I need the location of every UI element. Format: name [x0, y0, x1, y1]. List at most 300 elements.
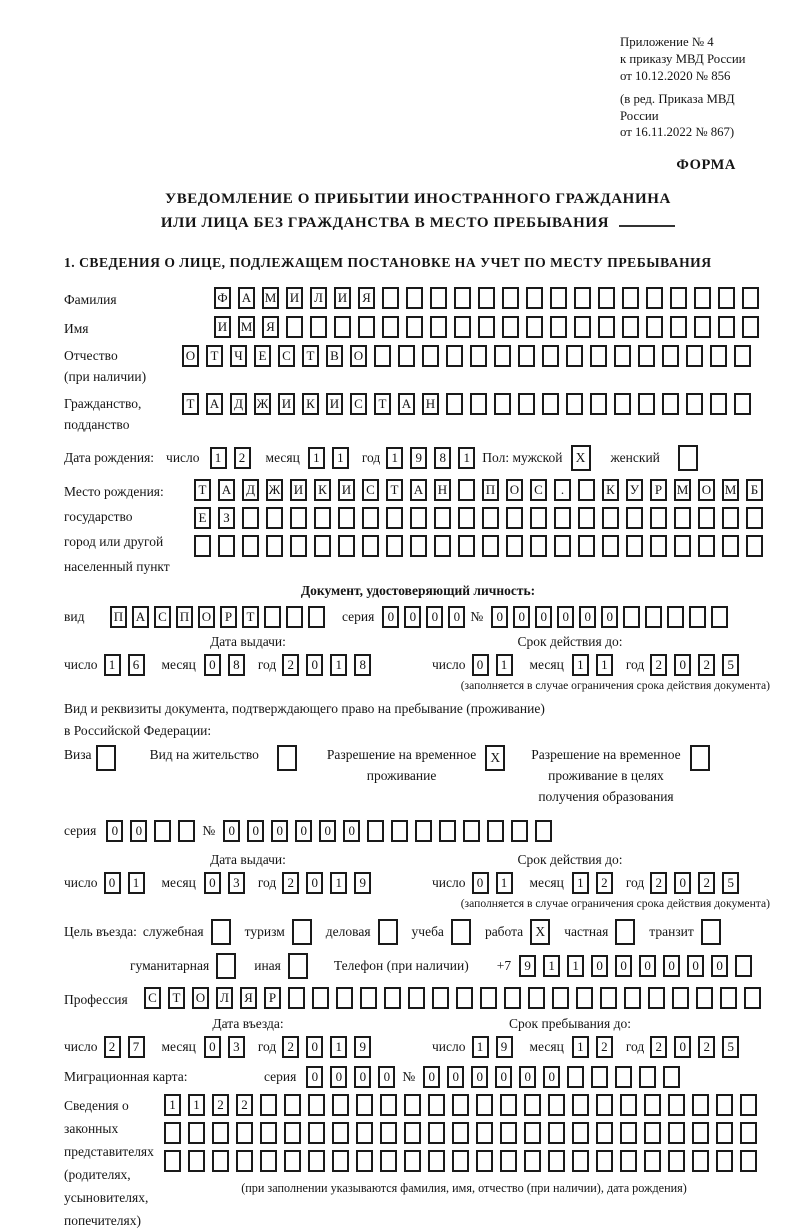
char-cell[interactable] [380, 1094, 397, 1116]
char-cell[interactable]: 0 [472, 872, 489, 894]
char-cell[interactable] [334, 316, 351, 338]
char-cell[interactable] [218, 535, 235, 557]
char-cell[interactable] [645, 606, 662, 628]
char-cell[interactable] [554, 507, 571, 529]
char-cell[interactable] [668, 1094, 685, 1116]
char-cell[interactable]: 5 [722, 1036, 739, 1058]
char-cell[interactable] [742, 316, 759, 338]
char-cell[interactable]: 0 [543, 1066, 560, 1088]
char-cell[interactable]: 1 [332, 447, 349, 469]
char-cell[interactable]: 0 [106, 820, 123, 842]
char-cell[interactable] [596, 1122, 613, 1144]
char-cell[interactable] [735, 955, 752, 977]
char-cell[interactable] [663, 1066, 680, 1088]
char-cell[interactable]: 0 [472, 654, 489, 676]
char-cell[interactable]: 9 [410, 447, 427, 469]
char-cell[interactable] [718, 287, 735, 309]
char-cell[interactable] [590, 345, 607, 367]
char-cell[interactable]: Б [746, 479, 763, 501]
char-cell[interactable] [526, 316, 543, 338]
char-cell[interactable] [338, 507, 355, 529]
char-cell[interactable]: 9 [519, 955, 536, 977]
char-cell[interactable] [548, 1150, 565, 1172]
char-cell[interactable] [620, 1150, 637, 1172]
sex-female-checkbox[interactable] [678, 445, 698, 471]
char-cell[interactable] [740, 1094, 757, 1116]
char-cell[interactable]: К [602, 479, 619, 501]
char-cell[interactable]: Т [206, 345, 223, 367]
char-cell[interactable]: 1 [496, 872, 513, 894]
char-cell[interactable] [624, 987, 641, 1009]
char-cell[interactable]: С [362, 479, 379, 501]
char-cell[interactable] [482, 507, 499, 529]
char-cell[interactable]: 5 [722, 872, 739, 894]
char-cell[interactable] [639, 1066, 656, 1088]
char-cell[interactable] [356, 1150, 373, 1172]
char-cell[interactable] [314, 535, 331, 557]
char-cell[interactable] [386, 507, 403, 529]
char-cell[interactable]: 0 [579, 606, 596, 628]
sex-male-checkbox[interactable]: X [571, 445, 591, 471]
purpose-business-checkbox[interactable] [211, 919, 231, 945]
char-cell[interactable] [502, 287, 519, 309]
char-cell[interactable] [308, 1150, 325, 1172]
char-cell[interactable]: 0 [491, 606, 508, 628]
char-cell[interactable]: Т [374, 393, 391, 415]
char-cell[interactable]: М [722, 479, 739, 501]
char-cell[interactable]: 1 [543, 955, 560, 977]
char-cell[interactable] [194, 535, 211, 557]
char-cell[interactable] [620, 1122, 637, 1144]
char-cell[interactable] [446, 393, 463, 415]
char-cell[interactable]: И [278, 393, 295, 415]
char-cell[interactable]: А [238, 287, 255, 309]
char-cell[interactable] [463, 820, 480, 842]
char-cell[interactable] [360, 987, 377, 1009]
char-cell[interactable] [591, 1066, 608, 1088]
char-cell[interactable] [212, 1122, 229, 1144]
char-cell[interactable]: 0 [687, 955, 704, 977]
char-cell[interactable] [722, 535, 739, 557]
char-cell[interactable]: 9 [496, 1036, 513, 1058]
char-cell[interactable]: А [206, 393, 223, 415]
char-cell[interactable] [742, 287, 759, 309]
char-cell[interactable] [667, 606, 684, 628]
char-cell[interactable] [620, 1094, 637, 1116]
char-cell[interactable] [188, 1150, 205, 1172]
char-cell[interactable] [482, 535, 499, 557]
char-cell[interactable] [154, 820, 171, 842]
char-cell[interactable]: 1 [164, 1094, 181, 1116]
char-cell[interactable] [662, 393, 679, 415]
char-cell[interactable]: 0 [663, 955, 680, 977]
char-cell[interactable] [672, 987, 689, 1009]
char-cell[interactable]: 0 [519, 1066, 536, 1088]
char-cell[interactable] [446, 345, 463, 367]
char-cell[interactable]: 1 [330, 872, 347, 894]
char-cell[interactable] [578, 535, 595, 557]
char-cell[interactable] [310, 316, 327, 338]
char-cell[interactable]: 0 [447, 1066, 464, 1088]
char-cell[interactable] [698, 507, 715, 529]
char-cell[interactable] [260, 1122, 277, 1144]
char-cell[interactable]: И [290, 479, 307, 501]
char-cell[interactable] [500, 1094, 517, 1116]
char-cell[interactable]: Л [310, 287, 327, 309]
char-cell[interactable] [694, 287, 711, 309]
char-cell[interactable] [626, 507, 643, 529]
char-cell[interactable] [480, 987, 497, 1009]
char-cell[interactable]: Я [358, 287, 375, 309]
char-cell[interactable]: 3 [228, 872, 245, 894]
char-cell[interactable] [686, 345, 703, 367]
char-cell[interactable] [710, 393, 727, 415]
char-cell[interactable]: 0 [204, 654, 221, 676]
char-cell[interactable] [500, 1122, 517, 1144]
char-cell[interactable] [622, 287, 639, 309]
char-cell[interactable] [550, 287, 567, 309]
char-cell[interactable] [535, 820, 552, 842]
char-cell[interactable] [506, 535, 523, 557]
char-cell[interactable] [415, 820, 432, 842]
char-cell[interactable]: О [350, 345, 367, 367]
purpose-humanitarian-checkbox[interactable] [216, 953, 236, 979]
char-cell[interactable] [572, 1150, 589, 1172]
char-cell[interactable] [542, 345, 559, 367]
char-cell[interactable] [380, 1122, 397, 1144]
char-cell[interactable]: Т [302, 345, 319, 367]
char-cell[interactable]: 1 [572, 872, 589, 894]
char-cell[interactable] [638, 345, 655, 367]
residence-permit-checkbox[interactable] [277, 745, 297, 771]
char-cell[interactable] [266, 535, 283, 557]
visa-checkbox[interactable] [96, 745, 116, 771]
char-cell[interactable]: Д [242, 479, 259, 501]
char-cell[interactable] [434, 535, 451, 557]
char-cell[interactable]: 0 [513, 606, 530, 628]
char-cell[interactable] [404, 1150, 421, 1172]
char-cell[interactable] [500, 1150, 517, 1172]
char-cell[interactable]: 2 [282, 654, 299, 676]
char-cell[interactable]: Т [168, 987, 185, 1009]
char-cell[interactable]: 0 [204, 872, 221, 894]
char-cell[interactable]: 1 [330, 654, 347, 676]
char-cell[interactable] [602, 535, 619, 557]
char-cell[interactable] [524, 1122, 541, 1144]
char-cell[interactable]: Ч [230, 345, 247, 367]
char-cell[interactable] [530, 507, 547, 529]
char-cell[interactable] [650, 535, 667, 557]
char-cell[interactable] [308, 606, 325, 628]
char-cell[interactable] [670, 316, 687, 338]
purpose-tourism-checkbox[interactable] [292, 919, 312, 945]
char-cell[interactable] [476, 1094, 493, 1116]
char-cell[interactable] [362, 507, 379, 529]
char-cell[interactable] [290, 535, 307, 557]
char-cell[interactable]: 0 [330, 1066, 347, 1088]
char-cell[interactable] [382, 316, 399, 338]
char-cell[interactable] [260, 1150, 277, 1172]
char-cell[interactable] [596, 1094, 613, 1116]
char-cell[interactable]: Е [194, 507, 211, 529]
char-cell[interactable]: 0 [674, 872, 691, 894]
char-cell[interactable]: 0 [204, 1036, 221, 1058]
char-cell[interactable] [384, 987, 401, 1009]
char-cell[interactable]: 1 [128, 872, 145, 894]
char-cell[interactable] [530, 535, 547, 557]
char-cell[interactable] [644, 1150, 661, 1172]
char-cell[interactable] [494, 345, 511, 367]
char-cell[interactable] [623, 606, 640, 628]
char-cell[interactable]: Т [242, 606, 259, 628]
char-cell[interactable]: А [398, 393, 415, 415]
char-cell[interactable] [264, 606, 281, 628]
char-cell[interactable] [428, 1122, 445, 1144]
char-cell[interactable]: 1 [572, 654, 589, 676]
char-cell[interactable] [470, 345, 487, 367]
char-cell[interactable]: 8 [228, 654, 245, 676]
char-cell[interactable]: 5 [722, 654, 739, 676]
char-cell[interactable]: В [326, 345, 343, 367]
char-cell[interactable] [622, 316, 639, 338]
char-cell[interactable] [548, 1122, 565, 1144]
char-cell[interactable] [662, 345, 679, 367]
char-cell[interactable]: Р [220, 606, 237, 628]
char-cell[interactable]: 1 [104, 654, 121, 676]
char-cell[interactable]: Ж [266, 479, 283, 501]
char-cell[interactable]: 0 [223, 820, 240, 842]
char-cell[interactable] [286, 606, 303, 628]
char-cell[interactable]: И [334, 287, 351, 309]
char-cell[interactable]: 2 [698, 654, 715, 676]
char-cell[interactable]: 0 [378, 1066, 395, 1088]
char-cell[interactable]: 8 [434, 447, 451, 469]
char-cell[interactable] [356, 1094, 373, 1116]
char-cell[interactable]: 1 [472, 1036, 489, 1058]
char-cell[interactable]: Я [240, 987, 257, 1009]
char-cell[interactable] [362, 535, 379, 557]
char-cell[interactable] [288, 987, 305, 1009]
char-cell[interactable] [572, 1094, 589, 1116]
char-cell[interactable] [598, 316, 615, 338]
char-cell[interactable] [674, 507, 691, 529]
char-cell[interactable] [430, 287, 447, 309]
char-cell[interactable] [689, 606, 706, 628]
char-cell[interactable] [478, 287, 495, 309]
char-cell[interactable] [554, 535, 571, 557]
char-cell[interactable] [694, 316, 711, 338]
char-cell[interactable]: О [192, 987, 209, 1009]
char-cell[interactable]: 0 [104, 872, 121, 894]
char-cell[interactable] [236, 1122, 253, 1144]
char-cell[interactable] [650, 507, 667, 529]
char-cell[interactable]: А [410, 479, 427, 501]
char-cell[interactable] [332, 1150, 349, 1172]
char-cell[interactable] [646, 316, 663, 338]
char-cell[interactable] [692, 1122, 709, 1144]
char-cell[interactable] [734, 345, 751, 367]
char-cell[interactable]: А [132, 606, 149, 628]
char-cell[interactable] [391, 820, 408, 842]
purpose-transit-checkbox[interactable] [701, 919, 721, 945]
char-cell[interactable] [746, 535, 763, 557]
char-cell[interactable]: П [482, 479, 499, 501]
char-cell[interactable] [574, 316, 591, 338]
char-cell[interactable] [386, 535, 403, 557]
char-cell[interactable] [236, 1150, 253, 1172]
purpose-other-checkbox[interactable] [288, 953, 308, 979]
char-cell[interactable] [380, 1150, 397, 1172]
char-cell[interactable]: 0 [271, 820, 288, 842]
char-cell[interactable] [600, 987, 617, 1009]
char-cell[interactable] [614, 393, 631, 415]
char-cell[interactable]: 1 [308, 447, 325, 469]
char-cell[interactable] [188, 1122, 205, 1144]
char-cell[interactable]: 0 [557, 606, 574, 628]
char-cell[interactable] [358, 316, 375, 338]
char-cell[interactable] [524, 1150, 541, 1172]
char-cell[interactable] [744, 987, 761, 1009]
char-cell[interactable]: 1 [572, 1036, 589, 1058]
char-cell[interactable]: С [144, 987, 161, 1009]
char-cell[interactable]: 0 [130, 820, 147, 842]
char-cell[interactable]: У [626, 479, 643, 501]
char-cell[interactable] [410, 535, 427, 557]
char-cell[interactable]: О [198, 606, 215, 628]
char-cell[interactable] [646, 287, 663, 309]
char-cell[interactable]: 3 [228, 1036, 245, 1058]
char-cell[interactable]: 1 [596, 654, 613, 676]
char-cell[interactable] [312, 987, 329, 1009]
char-cell[interactable] [526, 287, 543, 309]
char-cell[interactable] [398, 345, 415, 367]
char-cell[interactable] [356, 1122, 373, 1144]
char-cell[interactable] [711, 606, 728, 628]
char-cell[interactable] [286, 316, 303, 338]
char-cell[interactable]: М [674, 479, 691, 501]
char-cell[interactable] [574, 287, 591, 309]
char-cell[interactable] [336, 987, 353, 1009]
char-cell[interactable] [644, 1122, 661, 1144]
char-cell[interactable] [408, 987, 425, 1009]
char-cell[interactable] [518, 345, 535, 367]
char-cell[interactable] [404, 1122, 421, 1144]
char-cell[interactable]: 1 [210, 447, 227, 469]
char-cell[interactable] [458, 479, 475, 501]
char-cell[interactable] [668, 1150, 685, 1172]
char-cell[interactable]: С [530, 479, 547, 501]
char-cell[interactable] [615, 1066, 632, 1088]
char-cell[interactable] [602, 507, 619, 529]
char-cell[interactable]: П [176, 606, 193, 628]
char-cell[interactable] [566, 345, 583, 367]
char-cell[interactable]: О [506, 479, 523, 501]
char-cell[interactable] [458, 507, 475, 529]
char-cell[interactable] [428, 1094, 445, 1116]
char-cell[interactable]: 0 [404, 606, 421, 628]
char-cell[interactable]: М [262, 287, 279, 309]
char-cell[interactable] [528, 987, 545, 1009]
char-cell[interactable] [696, 987, 713, 1009]
char-cell[interactable]: С [154, 606, 171, 628]
char-cell[interactable]: К [302, 393, 319, 415]
char-cell[interactable]: М [238, 316, 255, 338]
char-cell[interactable] [566, 393, 583, 415]
char-cell[interactable]: 0 [306, 654, 323, 676]
char-cell[interactable] [284, 1150, 301, 1172]
char-cell[interactable] [590, 393, 607, 415]
char-cell[interactable]: Ф [214, 287, 231, 309]
char-cell[interactable] [567, 1066, 584, 1088]
char-cell[interactable]: 0 [615, 955, 632, 977]
char-cell[interactable]: 0 [448, 606, 465, 628]
char-cell[interactable] [178, 820, 195, 842]
char-cell[interactable] [716, 1094, 733, 1116]
char-cell[interactable] [164, 1122, 181, 1144]
char-cell[interactable]: 0 [382, 606, 399, 628]
char-cell[interactable]: 2 [698, 1036, 715, 1058]
purpose-work-checkbox[interactable]: X [530, 919, 550, 945]
char-cell[interactable]: И [286, 287, 303, 309]
char-cell[interactable] [638, 393, 655, 415]
char-cell[interactable] [740, 1122, 757, 1144]
char-cell[interactable] [478, 316, 495, 338]
char-cell[interactable] [722, 507, 739, 529]
char-cell[interactable] [452, 1094, 469, 1116]
char-cell[interactable] [670, 287, 687, 309]
char-cell[interactable]: О [698, 479, 715, 501]
char-cell[interactable]: 1 [188, 1094, 205, 1116]
char-cell[interactable]: Д [230, 393, 247, 415]
char-cell[interactable] [439, 820, 456, 842]
char-cell[interactable]: 0 [343, 820, 360, 842]
char-cell[interactable]: 9 [354, 1036, 371, 1058]
char-cell[interactable]: 2 [104, 1036, 121, 1058]
char-cell[interactable] [470, 393, 487, 415]
char-cell[interactable]: П [110, 606, 127, 628]
char-cell[interactable] [242, 535, 259, 557]
char-cell[interactable]: С [278, 345, 295, 367]
char-cell[interactable] [406, 316, 423, 338]
char-cell[interactable] [550, 316, 567, 338]
char-cell[interactable] [476, 1122, 493, 1144]
char-cell[interactable]: 2 [596, 872, 613, 894]
char-cell[interactable]: Р [264, 987, 281, 1009]
char-cell[interactable] [578, 507, 595, 529]
char-cell[interactable]: 0 [674, 1036, 691, 1058]
char-cell[interactable] [502, 316, 519, 338]
char-cell[interactable] [266, 507, 283, 529]
char-cell[interactable]: 0 [639, 955, 656, 977]
char-cell[interactable]: 2 [236, 1094, 253, 1116]
char-cell[interactable] [332, 1094, 349, 1116]
temporary-residence-checkbox[interactable]: X [485, 745, 505, 771]
char-cell[interactable]: 2 [212, 1094, 229, 1116]
char-cell[interactable]: Е [254, 345, 271, 367]
char-cell[interactable]: 2 [234, 447, 251, 469]
char-cell[interactable] [734, 393, 751, 415]
purpose-commercial-checkbox[interactable] [378, 919, 398, 945]
char-cell[interactable]: 2 [282, 1036, 299, 1058]
char-cell[interactable] [668, 1122, 685, 1144]
char-cell[interactable]: С [350, 393, 367, 415]
char-cell[interactable]: И [214, 316, 231, 338]
char-cell[interactable] [740, 1150, 757, 1172]
char-cell[interactable] [434, 507, 451, 529]
char-cell[interactable]: 7 [128, 1036, 145, 1058]
char-cell[interactable]: 0 [674, 654, 691, 676]
char-cell[interactable] [430, 316, 447, 338]
